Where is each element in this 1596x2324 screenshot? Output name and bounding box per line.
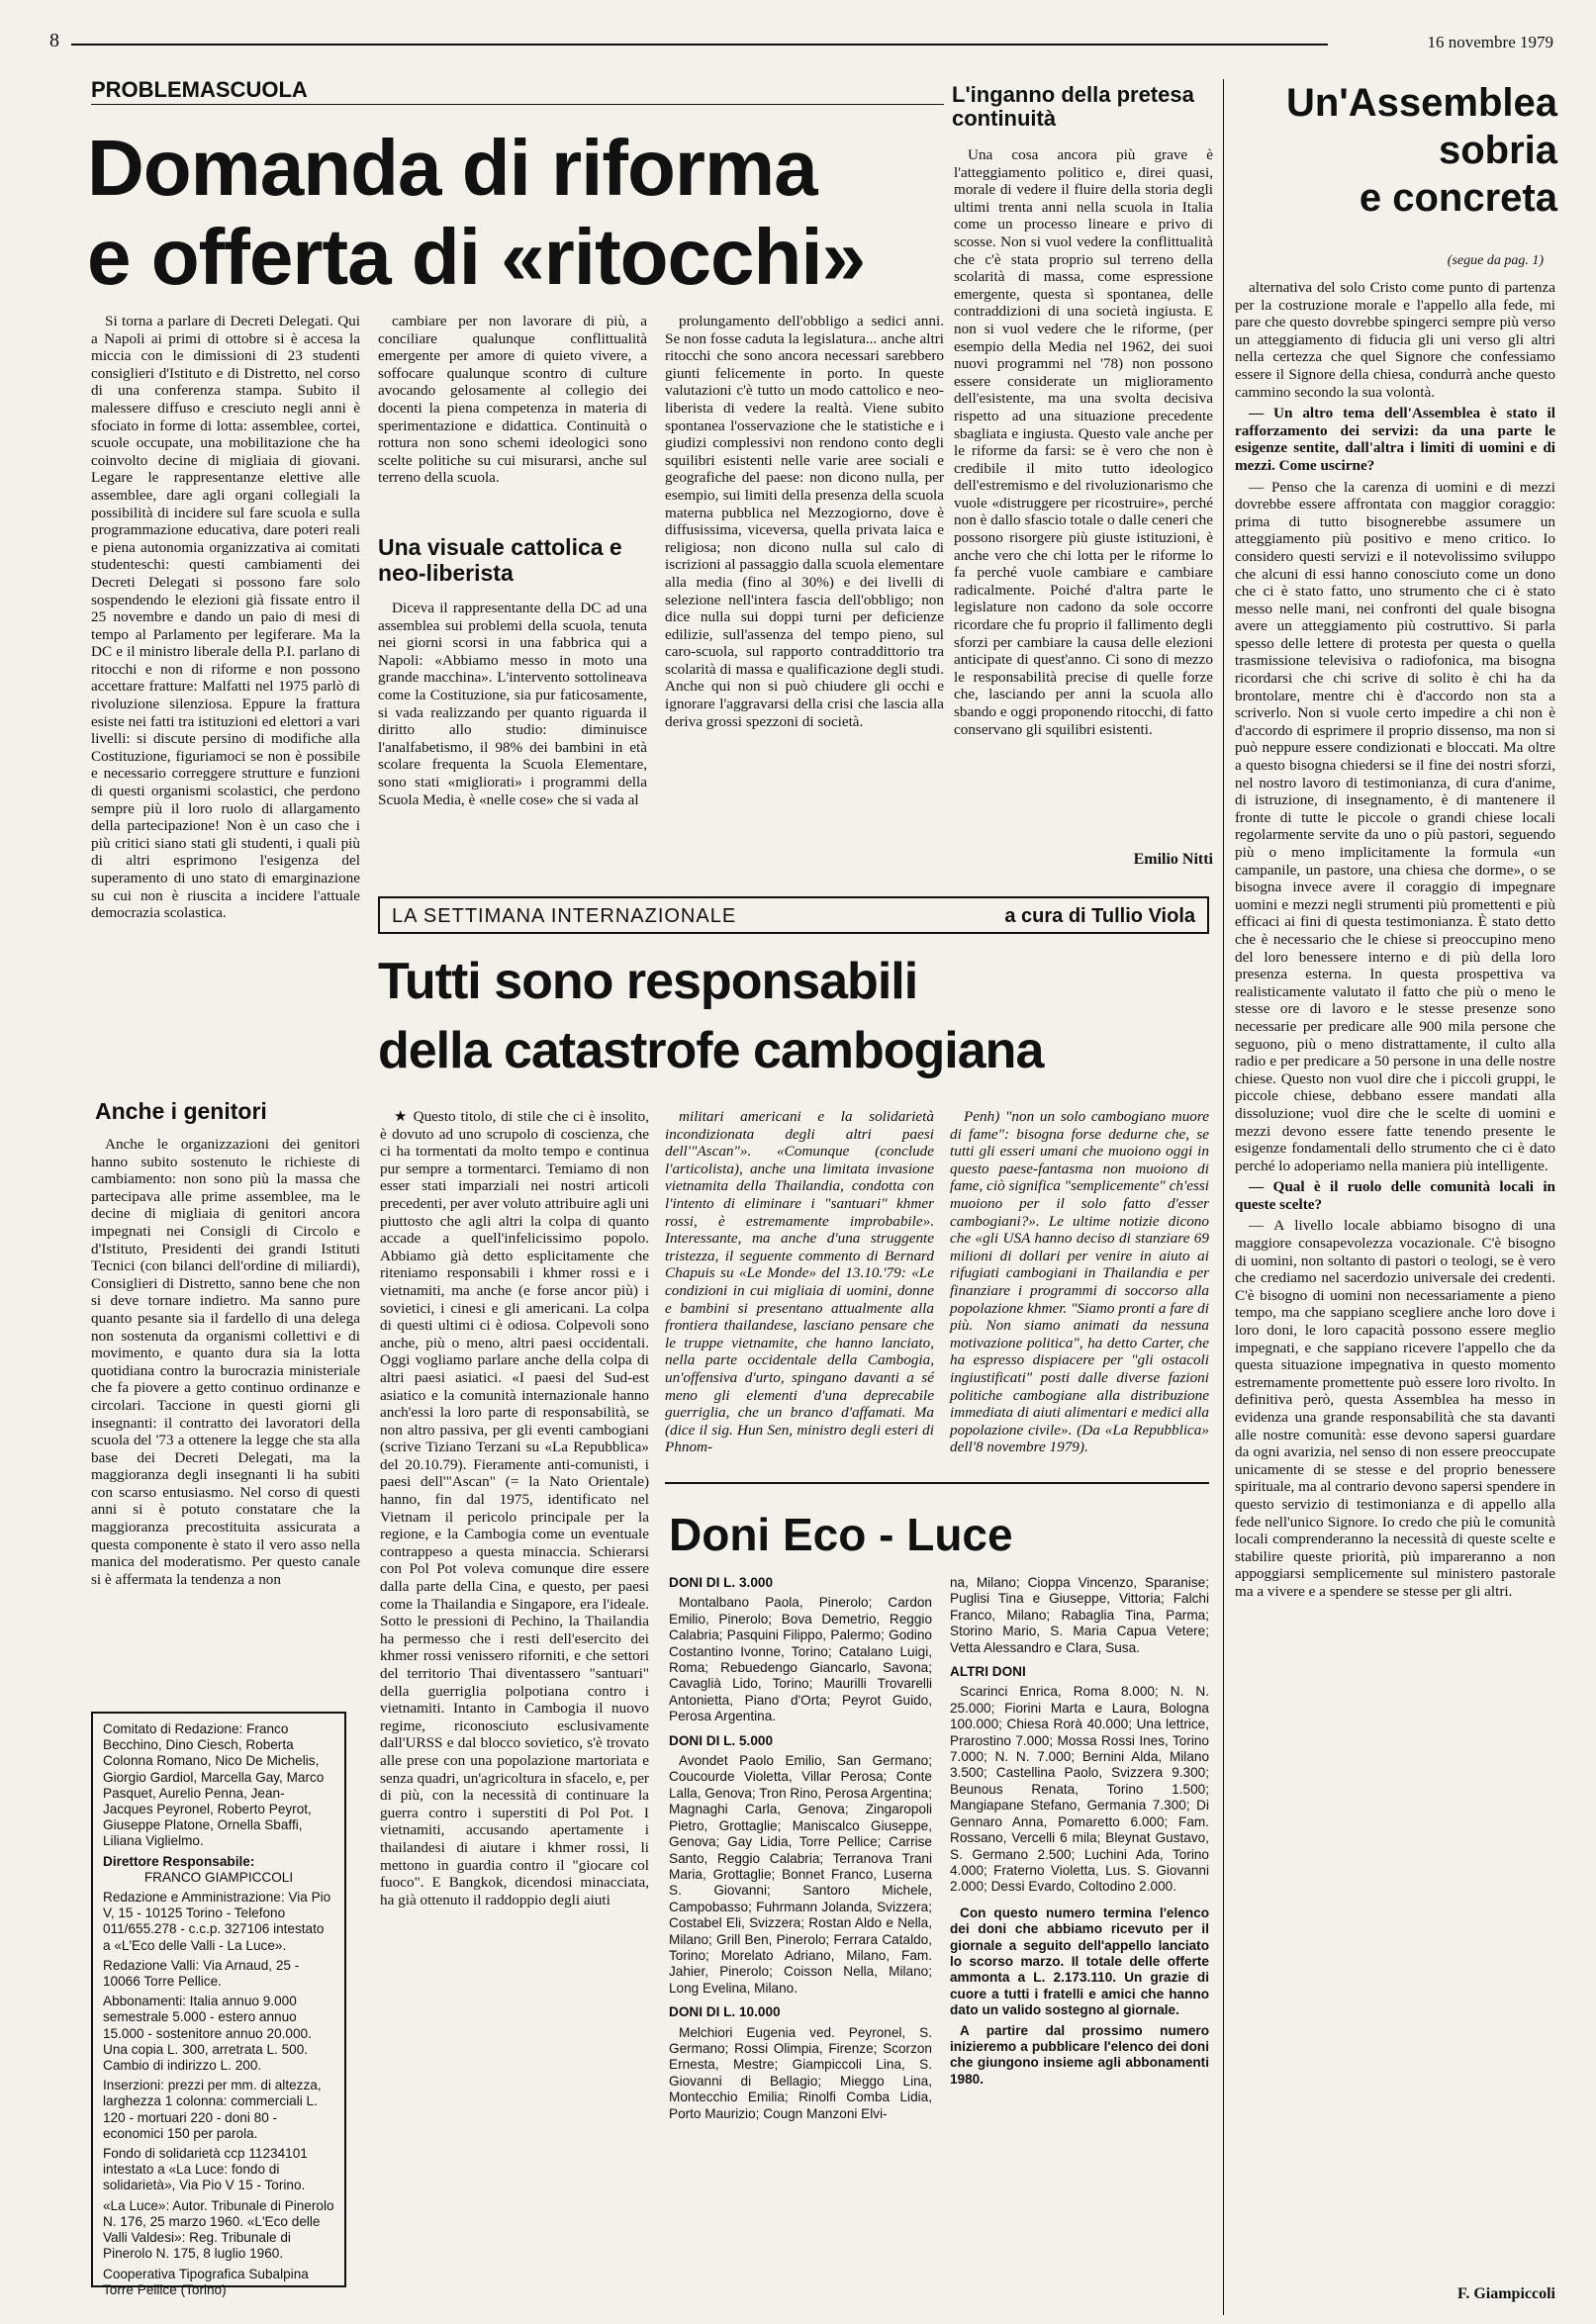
assemblea-author: F. Giampiccoli [1457, 2285, 1555, 2302]
redazione-valli: Redazione Valli: Via Arnaud, 25 - 10066 Torre Pellice. [103, 1957, 300, 1990]
main-article-col1 [91, 313, 360, 1094]
cambogia-col1 [380, 1108, 649, 2317]
genitori-text-col [91, 1136, 360, 1698]
assemblea-question2: — Qual è il ruolo delle comunità locali in queste scelte? [1235, 1178, 1555, 1213]
main-article-col2b-text: Diceva il rappresentante della DC ad una assemblea sui problemi della scuola, tenuta nei giorni scorsi in una fabbrica qui a Napoli: «Abbiamo messo in moto una grande macchina». L'intervento sottolineava come la Costituzione, sia pur faticosamente, si vada realizzando per quanto riguarda il diritto allo studio: diminuisce l'analfabetismo, il 98% dei bambini in età scolare frequenta la Scuola Elementare, sono stati «migliorati» i programmi della Scuola Media, è «nelle cose» che si vada al [378, 600, 647, 808]
settimana-banner [378, 896, 1209, 934]
genitori-title: Anche i genitori [95, 1098, 267, 1124]
doni-altri-text: Scarinci Enrica, Roma 8.000; N. N. 25.000; Fiorini Marta e Laura, Bologna 100.000; Chiesa Rorà 40.000; Una lettrice, Prarostino 7.000; Mossa Rossi Ines, Torino 7.000; N. N. 7.000; Bernini Alda, Milano 3.500; Castellina Paolo, Svizzera 9.300; Beunous Renata, Torino 1.500; Mangiapane Stefano, Germania 7.300; Di Gennaro Anna, Pomaretto 6.000; Fam. Rossano, Vercelli 6 mila; Bleynat Gustavo, S. Germano 2.500; Luchini Ada, Torino 4.000; Fraterno Violetta, Lus. S. Giovanni 2.000; Dessi Evardo, Coltodino 2.000. [950, 1684, 1209, 1895]
cambogia-col3 [950, 1108, 1209, 1474]
doni-group-head: DONI DI L. 3.000 [669, 1575, 774, 1590]
assemblea-text3: — A livello locale abbiamo bisogno di una maggiore consapevolezza vocazionale. C'è bisogno di uomini, non soltanto di pastori o teologi, se è vero che crediamo nel sacerdozio universale dei credenti. C'è bisogno di uomini non necessariamente a pieno tempo, ma che sappiano scegliere anche loro dove i loro doni, le loro capacità possono essere meglio impegnati, e che sappiano ricevere l'appello che da questa situazione impegnativa in questo momento estremamente promettente può essere loro rivolto. In definitiva però, questa Assemblea ha messo in evidenza una grande responsabilità che sta davanti alle nostre comunità: esse devono sapersi guardare da ogni avarizia, nel senso di non essere preoccupate unicamente di se stesse e del proprio benessere spirituale, ma al contrario devono sapersi spendere in questo servizio di testimonianza e di appello alla fede nell'unico Signore. Io credo che più le comunità locali comprenderanno la necessità di queste scelte e stabilire queste priorità, più impareranno a non appoggiarsi semplicemente sul ministero pastorale ma a vivere e a spendere se stesse per gli altri. [1235, 1217, 1555, 1600]
doni-group-text: Montalbano Paola, Pinerolo; Cardon Emilio, Pinerolo; Bova Demetrio, Reggio Calabria; Pasquini Filippo, Palermo; Godino Costantino Ivonne, Torino; Catalano Luigi, Roma; Rebuedengo Giancarlo, Savona; Cavaglià Lido, Torino; Maurilli Trovarelli Antonietta, Piano d'Orta; Peyrot Guido, Perosa Argentina. [669, 1595, 932, 1724]
assemblea-title [1231, 79, 1557, 222]
page-number: 8 [49, 30, 59, 51]
redazione-direttore: FRANCO GIAMPICCOLI [143, 1869, 294, 1885]
doni-group [669, 1733, 932, 1998]
genitori-text: Anche le organizzazioni dei genitori hanno subito sostenuto le richieste di cambiamento: non sono più la massa che partecipava alle prime assemblee, ma le decine di migliaia di genitori ancora impegnati nei Consigli di Circolo e d'Istituto, Presidenti dei grandi Istituti Tecnici (con bilanci dell'ordine di miliardi), Consiglieri di Distretto, sanno bene che non si deve tornare indietro. Ma sanno pure quanto pesante sia il fardello di una delega non sostenuta da organismi collettivi e di movimento, e quanto dura sia la lotta quotidiana contro la burocrazia ministeriale che fa piovere a getto continuo ordinanze e circolari. Taccione in questi giorni gli insegnanti: il contratto dei lavoratori della scuola del '73 a ottenere la legge che sta alla base dei Decreti Delegati, ma la maggioranza degli insegnanti li ha subiti con scarso entusiasmo. Nel corso di questi anni si è potuto constatare che la maggioranza precostituita assicurata a questa componente è stato il vero asso nella manica del moderatismo. Per questo canale si è affermata la tendenza a non [91, 1136, 360, 1588]
redazione-inserzioni: Inserzioni: prezzi per mm. di altezza, larghezza 1 colonna: commerciali L. 120 - mortuari 220 - doni 80 - economici 150 per parola. [103, 2078, 322, 2141]
redazione-comitato: Comitato di Redazione: Franco Becchino, Dino Ciesch, Roberta Colonna Romano, Nico De Michelis, Giorgio Gardiol, Marcella Gay, Marco Pasquet, Aurelio Penna, Jean-Jacques Peyronel, Roberto Peyrot, Giuseppe Platone, Ornella Sbaffi, Liliana Viglielmo. [103, 1721, 325, 1849]
section-label: PROBLEMASCUOLA [91, 77, 308, 102]
redazione-autorizzazioni: «La Luce»: Autor. Tribunale di Pinerolo N. 176, 25 marzo 1960. «L'Eco delle Valli Valdesi»: Reg. Tribunale di Pinerolo N. 175, 8 luglio 1960. [103, 2197, 334, 2262]
section-rule [91, 104, 944, 105]
main-article-col3 [665, 313, 944, 871]
main-article-col2a [378, 313, 647, 518]
redazione-direttore-label: Direttore Responsabile: [103, 1853, 255, 1869]
doni-group-head: DONI DI L. 10.000 [669, 2004, 781, 2020]
settimana-label: LA SETTIMANA INTERNAZIONALE [392, 905, 737, 927]
main-article-col2a-text: cambiare per non lavorare di più, a conciliare qualunque conflittualità emergente per amore di quieto vivere, a soffocare qualunque scontro di culture avocando gelosamente al collegio dei docenti la piena competenza in materia di sperimentazione e didattica. Continuità o rottura non sono schemi ideologici sono scelte politiche su cui misurarsi, anche sul terreno della scuola. [378, 313, 647, 487]
assemblea-title-line2: sobria [1438, 129, 1557, 172]
assemblea-title-line1: Un'Assemblea [1285, 81, 1557, 125]
cambogia-col3-text: Penh) "non un solo cambogiano muore di fame": bisogna forse dedurne che, se tutti gli esseri umani che muoiono oggi in questo paese-fantasma non muoiono di fame, ciò significa "semplicemente" ch'essi muoiono per il solo fatto d'esser cambogiani?». Le ultime notizie dicono che «gli USA hanno deciso di stanziare 69 milioni di dollari per venire in aiuto ai rifugiati cambogiani in Thailandia e per finanziare i programmi di soccorso alla popolazione khmer. "Siamo pronti a fare di più. Non siamo animati da nessuna motivazione politica", ha detto Carter, che ha espresso dispiacere per "gli ostacoli ingiustificati" posti dalle diverse fazioni politiche cambogiane alla distribuzione immediata di aiuti alimentari e medici alla popolazione civile». (Da «La Repubblica» dell'8 novembre 1979). [950, 1108, 1209, 1456]
doni-group [669, 1575, 932, 1725]
doni-col1 [669, 1575, 932, 2287]
column-rule-right [1223, 79, 1224, 2315]
header-rule [71, 44, 1328, 46]
assemblea-continued: (segue da pag. 1) [1447, 253, 1544, 268]
inganno-title: L'inganno della pretesa continuità [952, 82, 1194, 131]
assemblea-text1: alternativa del solo Cristo come punto di partenza per la costruzione morale e l'appello alla fede, mi pare che questo dovrebbe spingerci sempre più verso un atteggiamento di fiducia gli uni verso gli altri nella certezza che quel Signore che confessiamo essere il Signore della chiesa, condurrà anche questo cammino secondo la sua volontà. [1235, 279, 1555, 401]
doni-group-text: Avondet Paolo Emilio, San Germano; Coucourde Violetta, Villar Perosa; Conte Lalla, Genova; Tron Rino, Perosa Argentina; Magnaghi Carla, Genova; Zingaropoli Pietro, Grottaglie; Maniscalco Giuseppe, Genova; Gay Lidia, Torre Pellice; Carrise Santo, Reggio Calabria; Terranova Trani Maria, Grottaglie; Bonnet Franco, Luserna S. Giovanni; Santoro Michele, Campobasso; Fuhrmann Jolanda, Svizzera; Costabel Eli, Svizzera; Rostan Aldo e Nella, Milano; Grill Ben, Pinerolo; Ferrara Cataldo, Torino; Morelato Adriano, Milano, Fam. Jahier, Pinerolo; Coisson Nella, Milano; Long Evelina, Milano. [669, 1753, 932, 1996]
inganno-text-col [954, 146, 1213, 851]
redazione-fondo: Fondo di solidarietà ccp 11234101 intestato a «La Luce: fondo di solidarietà», Via Pio V 15 - Torino. [103, 2146, 308, 2193]
doni-group-head: DONI DI L. 5.000 [669, 1732, 774, 1748]
redazione-abbonamenti: Abbonamenti: Italia annuo 9.000 semestrale 5.000 - estero annuo 15.000 - sostenitore annuo 20.000. Una copia L. 300, arretrata L. 500. Cambio di indirizzo L. 200. [103, 1994, 312, 2074]
doni-col2 [950, 1575, 1209, 2287]
cambogia-col2-text: militari americani e la solidarietà incondizionata degli altri paesi dell'"Ascan"». «Comunque (conclude l'articolista), anche una limitata invasione vietnamita della Thailandia, condotta con l'intento di eliminare i "santuari" khmer rossi, è estremamente improbabile». Interessante, ma anche d'una struggente tristezza, il seguente commento di Bernard Chapuis su «Le Monde» del 13.10.'79: «Le condizioni in cui migliaia di uomini, donne e bambini si presentano attualmente alla frontiera thailandese, lasciano pensare che le truppe vietnamite, che hanno lanciato, nella parte occidentale della Cambogia, un'offensiva d'urto, spingano davanti a sé meno gli elementi d'una deprecabile guerriglia, che un branco d'affamati. Ma (dice il sig. Hun Sen, ministro degli esteri di Phnom- [665, 1108, 934, 1456]
main-article-col2b [378, 600, 647, 871]
cambogia-headline-line2: della catastrofe cambogiana [378, 1022, 1044, 1079]
subhead-visuale: Una visuale cattolica e neo-liberista [378, 534, 622, 586]
inganno-author: Emilio Nitti [1133, 851, 1213, 868]
issue-date: 16 novembre 1979 [1427, 33, 1553, 51]
doni-altri-head: ALTRI DONI [950, 1664, 1026, 1680]
settimana-curator: a cura di Tullio Viola [1004, 905, 1195, 927]
doni-closing: Con questo numero termina l'elenco dei doni che abbiamo ricevuto per il giornale a seguito dell'appello lanciato lo scorso marzo. Il totale delle offerte ammonta a L. 2.173.110. Un grazie di cuore a tutti i fratelli e amici che hanno dato un valido sostegno al giornale. [950, 1905, 1209, 2018]
redazione-amministrazione: Redazione e Amministrazione: Via Pio V, 15 - 10125 Torino - Telefono 011/655.278 - c.c.p. 327106 intestato a «L'Eco delle Valli - La Luce». [103, 1890, 331, 1953]
doni-top-rule [665, 1482, 1209, 1484]
main-article-col3-text: prolungamento dell'obbligo a sedici anni. Se non fosse caduta la legislatura... anche altri ritocchi che sono ancora necessari sarebbero giunti felicemente in porto. In queste valutazioni c'è tutto un modo cattolico e neo-liberista di vedere la realtà. Viene subito spontanea l'osservazione che le statistiche e i giudizi complessivi non rendono conto degli squilibri esistenti nelle varie aree sociali e geografiche del paese: non dicono nulla, per esempio, sui limiti della presenza della scuola materna pubblica nel Mezzogiorno, dove è diffusissima, viceversa, quella privata laica e religiosa; non dicono nulla sul calo di iscrizioni al passaggio dalla scuola elementare alla media (fino al 30%) e dei livelli di selezione nell'intera fascia dell'obbligo; non dice nulla sui doppi turni per deficienze edilizie, sull'assenza del tempo pieno, sul caro-scuola, sul rapporto contraddittorio tra scolarità di massa e qualificazione degli studi. Anche qui non si può chiudere gli occhi e ignorare l'aggravarsi della crisi che lascia alla deriva grossi spezzoni di società. [665, 313, 944, 730]
inganno-text: Una cosa ancora più grave è l'atteggiamento politico e, direi quasi, morale di vedere il fluire della storia degli ultimi trenta anni nella scuola in Italia come un processo lineare e privo di scosse. Non si vuol vedere la conflittualità che c'è stata proprio sul terreno della scolarità di massa, come espressione emergente, questa sì spontanea, delle contraddizioni di una società ingiusta. E non si vuol vedere che le riforme, (per esempio della Media nel 1962, dei suoi nuovi programmi nel '78) non possono essere considerate un miglioramento dell'esistente, ma una svolta decisiva rispetto ad una situazione precedente sbagliata e ingiusta. Questo vale anche per le riforme da farsi: se è vero che non è credibile il mito tutto ideologico dell'estremismo e del rivoluzionarismo che vuole «distruggere per ricostruire», perché non è dallo sfascio totale o dalle ceneri che possono risorgere più giuste istituzioni, è anche vero che chi lotta per le riforme lo fa perché vuole cambiare e cambiare radicalmente. Poiché d'altra parte le legislature non cadono da sole occorre ricordare che fu proprio il fallimento degli sforzi per cambiare la causa delle elezioni anticipate di quest'anno. Ci sono di mezzo le responsabilità precise di quelle forze che, lasciando per anni la scuola allo sbando e oggi proponendo ritocchi, di fatto conservano gli squilibri esistenti. [954, 146, 1213, 738]
doni-title: Doni Eco - Luce [669, 1509, 1013, 1560]
doni-group [669, 2004, 932, 2122]
cambogia-col2 [665, 1108, 934, 1474]
assemblea-question1: — Un altro tema dell'Assemblea è stato il rafforzamento dei servizi: da una parte le esigenze sentite, dall'altra i limiti di uomini e di mezzi. Come uscirne? [1235, 405, 1555, 474]
doni-closing2: A partire dal prossimo numero inizieremo a pubblicare l'elenco dei doni che giungono insieme agli abbonamenti 1980. [950, 2022, 1209, 2087]
assemblea-title-line3: e concreta [1359, 176, 1557, 220]
cambogia-col1-text: ★ Questo titolo, di stile che ci è insolito, è dovuto ad uno scrupolo di coscienza, che ci ha tormentati da molto tempo e continua pur sempre a tormentarci. Temiamo di non esser stati imparziali nei nostri articoli precedenti, per aver voluto attribuire agli uni piuttosto che agli altri la colpa di quanto accade a quell'infelicissimo popolo. Abbiamo già detto esplicitamente che riteniamo responsabili i khmer rossi e i vietnamiti, ma anche (e forse ancor più) i sovietici, i cinesi e gli americani. La colpa di questi ultimi ci è odiosa. Colpevoli sono anche, più o meno, altri paesi occidentali. Oggi vogliamo parlare anche della colpa di altri paesi asiatici. «I paesi del Sud-est asiatico e la comunità internazionale hanno anch'essi la loro parte di responsabilità, se non altro passiva, per gli eventi cambogiani (scrive Tiziano Terzani su «La Repubblica» del 20.10.79). Fieramente anti-comunisti, i paesi dell'"Ascan" (= la Nato Orientale) hanno, fin dal 1975, identificato nel Vietnam il pericolo principale per la regione, e la Cambogia come un eventuale contrappeso a questa minaccia. Schierarsi con Pol Pot voleva comunque dire essere dalla parte della Cina, e questo, per paesi come la Thailandia e Singapore, era l'ideale. Sotto le pressioni di Pechino, la Thailandia ha permesso che i resti dell'esercito dei khmer rossi venissero riforniti, e che settori del territorio Thai diventassero "santuari" della guerriglia polpotiana contro i vietnamiti. Intanto in Cambogia il nuovo regime, riconosciuto esclusivamente dall'URSS e dal blocco sovietico, s'è trovato alle prese con una popolazione martoriata e senza quadri, un'agricoltura in sfacelo, e, per di più, con la necessità di continuare la guerra contro i superstiti di Pol Pot. I vietnamiti, accusando apertamente i thailandesi di aiutare i khmer rossi, li mettono in guardia contro il "giocare col fuoco". E Bangkok, dicendosi minacciata, ha già ottenuto il raddoppio degli aiuti [380, 1108, 650, 1908]
main-article-col1-text: Si torna a parlare di Decreti Delegati. Qui a Napoli ai primi di ottobre si è accesa la miccia con le dimissioni di 23 studenti consiglieri d'Istituto e di Distretto, nel corso di una conferenza stampa. Subito il malessere diffuso e cresciuto negli anni è sfociato in forme di lotta: assemblee, cortei, scuole occupate, una mobilitazione che ha coinvolto decine di migliaia di giovani. Legare le rappresentanze elettive alle assemblee, dare agli organi collegiali la possibilità di incidere sul fare scuola e sulla programmazione educativa, dare poteri reali e piena autonomia organizzativa ai comitati studenteschi: questi cambiamenti dei Decreti Delegati si possono fare solo sospendendo le elezioni già fissate entro il 25 novembre e dando un paio di mesi di tempo al Parlamento per legiferare. Ma la DC e il ministro liberale della P.I. parlano di ritocchi e non di riforme e non possono accettare fratture: Malfatti nel 1975 parlò di rivoluzione silenziosa. Eppure la frattura esiste nei fatti tra istituzioni ed elettori a vari livelli: si discute persino di modifiche alla Costituzione, figuriamoci se non è possibile e necessario correggere strutture e funzioni di questi organismi scolastici, che perdono sempre più il loro ruolo di allargamento della partecipazione! Non è un caso che i più critici siano stati gli studenti, i quali più di altri esprimono l'esigenza del superamento di uno stato di emarginazione su cui non è riuscita a incidere l'attuale democrazia scolastica. [91, 313, 360, 922]
main-headline-line1: Domanda di riforma [87, 124, 817, 212]
doni-col2-intro: na, Milano; Cioppa Vincenzo, Sparanise; Puglisi Tina e Giuseppe, Vittoria; Falchi Franco, Milano; Rabaglia Tina, Parma; Storino Mario, S. Maria Capua Vetere; Vetta Alessandro e Clara, Susa. [950, 1575, 1209, 1655]
cambogia-headline-line1: Tutti sono responsabili [378, 953, 918, 1010]
redazione-tipografia: Cooperativa Tipografica Subalpina Torre Pellice (Torino) [103, 2266, 309, 2297]
assemblea-text-col [1235, 279, 1555, 2278]
redazione-box [91, 1712, 346, 2297]
assemblea-text2: — Penso che la carenza di uomini e di mezzi dovrebbe essere affrontata con maggior coraggio: prima di tutto bisognerebbe assumere un atteggiamento più positivo e meno critico. Io considero questi servizi e il notevolissimo sviluppo che alcuni di essi hanno conosciuto come un dono che ci è stato fatto, uno strumento che ci è stato messo nelle mani, nei confronti del quale bisogna avere un atteggiamento più costruttivo. Si parla spesso delle lettere di protesta per questa o quella trasmissione televisiva o radiofonica, ma bisogna ricordarsi che chi scrive di solito è chi ha da brontolare, mentre chi è d'accordo non sta a scriverlo. Non si vuole certo impedire a chi non è d'accordo di esprimere il proprio dissenso, ma non si può neppure essere condizionati e bloccati. Ma oltre a questo bisogna chiedersi se il fine dei nostri sforzi, nel nostro lavoro di testimonianza, di cura d'anime, di istruzione, di insegnamento, è di mantenere il fronte di tutte le piccole o grandi chiese locali regolarmente servite da uno o più pastori, seguendo più o meno implicitamente la formula «un campanile, un pastore, una chiesa che dorme», o se bisogna invece avere il coraggio di impegnare uomini e mezzi negli strumenti più promettenti e più efficaci ai fini di questa testimonianza. È stato detto che è necessario che le chiese si preoccupino meno del loro benessere interno e di più della loro presenza esterna. In questa prospettiva va realisticamente valutato il fatto che più o meno le stesse ore di lavoro e le stesse presenze sono necessarie per predicare alle 900 mila persone che seguono, più o meno distrattamente, il culto alla radio e per predicare a 50 persone in una delle nostre chiese. Questo non vuol dire che i piccoli gruppi, le piccole chiese, debbano essere mandati alla dissoluzione; vuol dire che le scelte di uomini e mezzi devono essere fatte tenendo presente le esigenze fondamentali dello strumento che ci è dato perché lo adoperiamo nella maniera più intelligente. [1235, 478, 1555, 1174]
doni-group-text: Melchiori Eugenia ved. Peyronel, S. Germano; Rossi Olimpia, Firenze; Scorzon Ernesta, Mestre; Giampiccoli Lina, S. Giovanni di Bellagio; Mieggo Lina, Montecchio Emilia; Rinolfi Comba Lidia, Porto Maurizio; Cougn Manzoni Elvi- [669, 2024, 932, 2121]
main-headline-line2: e offerta di «ritocchi» [87, 213, 866, 301]
